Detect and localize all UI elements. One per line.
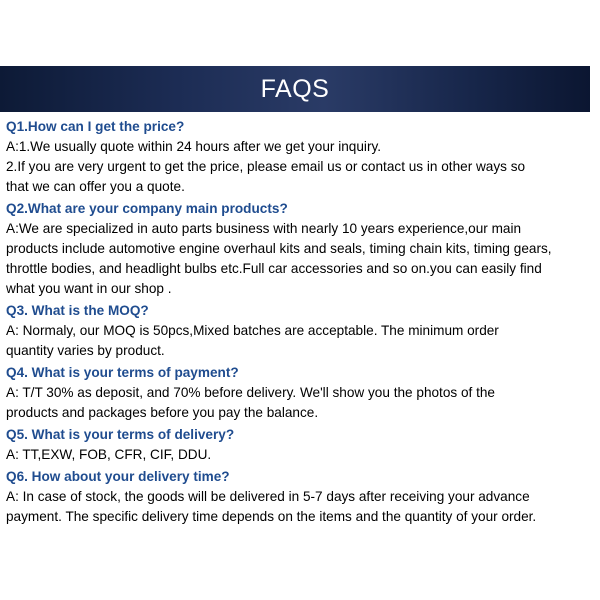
faq-item-q6 [6,467,600,527]
faq-answer-line: A: Normaly, our MOQ is 50pcs,Mixed batches are acceptable. The minimum order [6,323,499,338]
faq-item-q5 [6,425,600,465]
faq-answer-line: quantity varies by product. [6,343,165,358]
faq-question: Q2.What are your company main products? [6,201,288,216]
faq-answer-line: payment. The specific delivery time depends on the items and the quantity of your order. [6,509,537,524]
faq-answer-line: A: In case of stock, the goods will be delivered in 5-7 days after receiving your advance [6,489,530,504]
faq-question: Q6. How about your delivery time? [6,469,230,484]
faq-question: Q4. What is your terms of payment? [6,365,239,380]
faq-answer-line: A: T/T 30% as deposit, and 70% before delivery. We'll show you the photos of the [6,385,495,400]
faq-item-q4 [6,363,600,423]
faq-question: Q3. What is the MOQ? [6,303,149,318]
page-title: FAQS [260,74,330,103]
faq-question: Q1.How can I get the price? [6,119,185,134]
faq-question: Q5. What is your terms of delivery? [6,427,235,442]
faq-item-q3 [6,301,600,361]
faq-answer-line: 2.If you are very urgent to get the price, please email us or contact us in other ways so [6,159,526,174]
faq-answer-line: products and packages before you pay the balance. [6,405,319,420]
faq-answer-line: what you want in our shop . [6,281,172,296]
faq-answer-line: A:1.We usually quote within 24 hours after we get your inquiry. [6,139,382,154]
faq-list [6,117,600,529]
faq-answer-line: A:We are specialized in auto parts business with nearly 10 years experience,our main [6,221,522,236]
faq-item-q2 [6,199,600,299]
faq-item-q1 [6,117,600,197]
faq-answer-line: throttle bodies, and headlight bulbs etc.Full car accessories and so on.you can easily find [6,261,542,276]
faq-answer-line: products include automotive engine overhaul kits and seals, timing chain kits, timing gears, [6,241,552,256]
faq-answer-line: A: TT,EXW, FOB, CFR, CIF, DDU. [6,447,212,462]
faqs-banner [0,66,590,112]
faq-answer-line: that we can offer you a quote. [6,179,185,194]
